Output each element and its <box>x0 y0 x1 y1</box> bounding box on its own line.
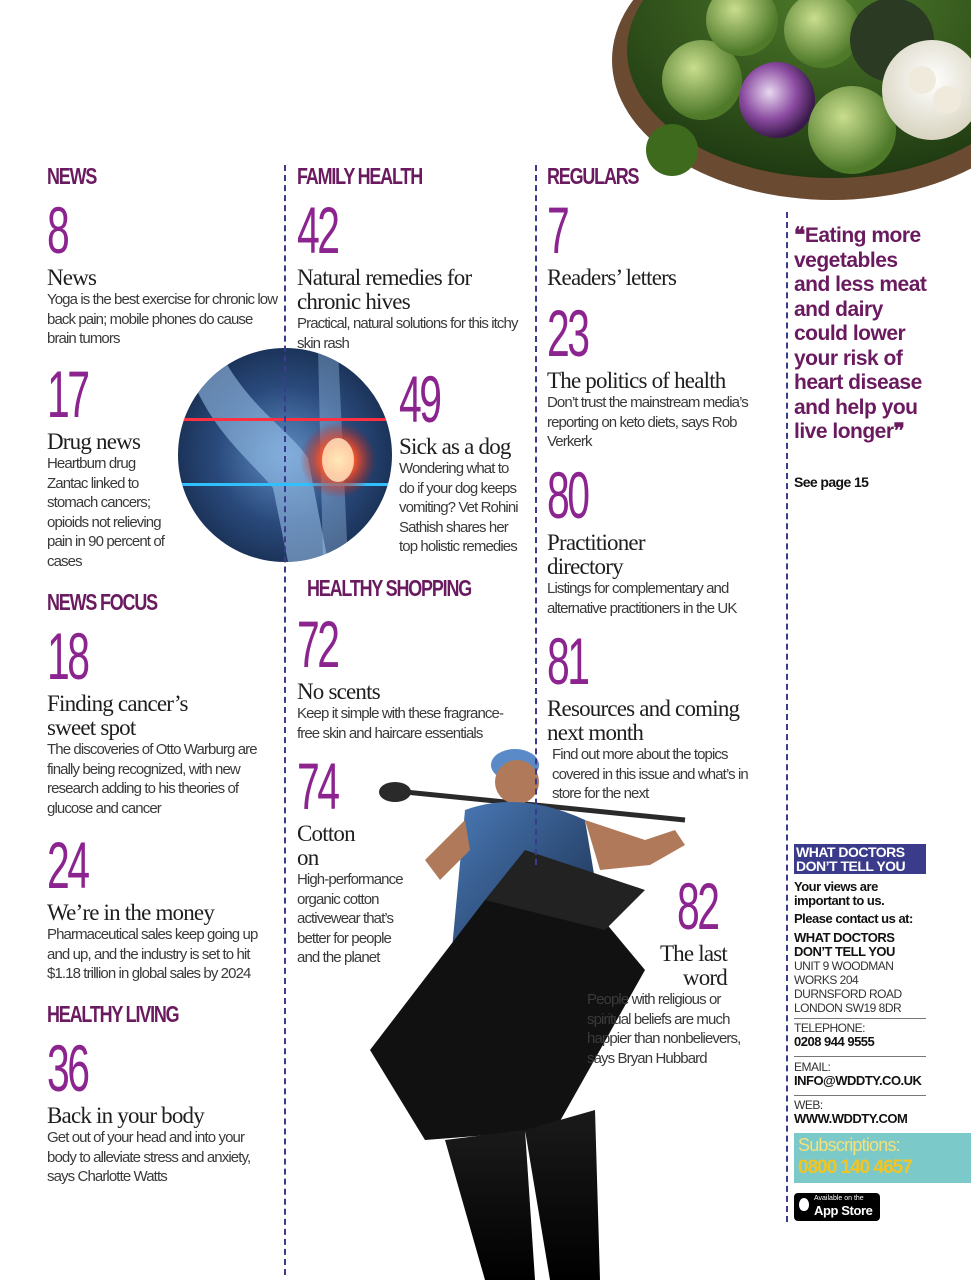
page-number: 7 <box>547 193 568 267</box>
entry-title: Cotton on <box>297 821 355 870</box>
page-number: 8 <box>47 193 68 267</box>
page-number: 18 <box>47 619 88 693</box>
entry-description: Keep it simple with these fragrance-free skin and haircare essentials <box>297 705 504 742</box>
see-page-link[interactable]: See page 15 <box>794 474 869 490</box>
page-number: 82 <box>677 869 718 943</box>
pull-quote: ❝Eating more vegetables and less meat and dairy could lower your risk of heart disease and help you live longer❞ <box>794 224 927 443</box>
web-link[interactable]: WWW.WDDTY.COM <box>794 1111 908 1126</box>
toc-entry-back-in-your-body[interactable] <box>47 1031 272 1187</box>
entry-title: News <box>47 265 97 290</box>
entry-description: Get out of your head and into your body to alleviate stress and anxiety, says Charlotte Watts <box>47 1129 251 1185</box>
toc-entry-in-the-money[interactable] <box>47 828 272 984</box>
entry-description: Don’t trust the mainstream media’s reporting on keto diets, says Rob Verkerk <box>547 394 748 450</box>
toc-entry-no-scents[interactable] <box>297 607 517 743</box>
page-number: 49 <box>399 362 440 436</box>
entry-title: We’re in the money <box>47 900 215 925</box>
entry-description: Pharmaceutical sales keep going up and up, and the industry is set to hit $1.18 trillion in global sales by 2024 <box>47 926 258 982</box>
divider <box>794 1056 926 1057</box>
page-number: 17 <box>47 357 88 431</box>
web-label: WEB: <box>794 1098 823 1112</box>
entry-title: Practitioner directory <box>547 530 645 579</box>
entry-title: The politics of health <box>547 368 726 393</box>
entry-title: Finding cancer’s sweet spot <box>47 691 188 740</box>
views-text: Your views are important to us. <box>794 879 885 908</box>
page-number: 74 <box>297 749 338 823</box>
email-label: EMAIL: <box>794 1060 831 1074</box>
entry-description: Heartburn drug Zantac linked to stomach cancers; opioids not relieving pain in 90 percent of cases <box>47 455 165 570</box>
toc-entry-politics-of-health[interactable] <box>547 296 772 452</box>
section-heading-news-focus: NEWS FOCUS <box>47 589 157 615</box>
open-quote-icon: ❝ <box>794 224 805 247</box>
entry-title: Sick as a dog <box>399 434 511 459</box>
entry-description: The discoveries of Otto Warburg are finally being recognized, with new research adding to his theories of glucose and cancer <box>47 741 257 817</box>
column-divider-1 <box>284 165 286 1275</box>
section-heading-family-health: FAMILY HEALTH <box>297 163 423 189</box>
postal-address: UNIT 9 WOODMAN WORKS 204 DURNSFORD ROAD LONDON SW19 8DR <box>794 959 902 1015</box>
page-number: 42 <box>297 193 338 267</box>
entry-description: Wondering what to do if your dog keeps vomiting? Vet Rohini Sathish shares her top holistic remedies <box>399 460 518 555</box>
column-divider-3 <box>786 212 788 1222</box>
app-store-big-text: App Store <box>814 1203 873 1218</box>
toc-entry-news[interactable] <box>47 193 279 349</box>
entry-title: Drug news <box>47 429 141 454</box>
app-store-small-text: Available on the <box>814 1195 864 1202</box>
entry-title: Natural remedies for chronic hives <box>297 265 472 314</box>
wddty-logo: WHAT DOCTORS DON’T TELL YOU <box>794 844 926 874</box>
entry-description: Listings for complementary and alternative practitioners in the UK <box>547 580 737 617</box>
entry-title: Resources and coming next month <box>547 696 740 745</box>
toc-entry-cotton-on[interactable] <box>297 749 415 968</box>
subscriptions-label: Subscriptions: <box>798 1135 900 1155</box>
toc-entry-drug-news[interactable] <box>47 357 177 571</box>
telephone-number[interactable]: 0208 944 9555 <box>794 1034 875 1049</box>
column-divider-2 <box>535 165 537 865</box>
page-number: 80 <box>547 458 588 532</box>
entry-title: Readers’ letters <box>547 265 677 290</box>
section-heading-healthy-living: HEALTHY LIVING <box>47 1001 179 1027</box>
entry-description: Yoga is the best exercise for chronic low back pain; mobile phones do cause brain tumors <box>47 291 278 347</box>
app-store-badge[interactable] <box>794 1193 880 1221</box>
entry-description: People with religious or spiritual beliefs are much happier than nonbelievers, says Bryan Hubbard <box>587 991 741 1067</box>
section-heading-news: NEWS <box>47 163 97 189</box>
entry-title: No scents <box>297 679 380 704</box>
toc-entry-readers-letters[interactable] <box>547 193 777 290</box>
apple-icon <box>799 1198 809 1211</box>
toc-entry-resources[interactable] <box>547 624 772 804</box>
close-quote-icon: ❞ <box>893 420 905 443</box>
entry-description: Practical, natural solutions for this itchy skin rash <box>297 315 518 352</box>
entry-title: The last word <box>659 941 727 990</box>
divider <box>794 1095 926 1096</box>
toc-entry-chronic-hives[interactable] <box>297 193 529 353</box>
subscriptions-number: 0800 140 4657 <box>798 1157 912 1178</box>
vegetables-photo <box>612 0 971 208</box>
page-number: 81 <box>547 624 588 698</box>
section-heading-healthy-shopping: HEALTHY SHOPPING <box>307 575 472 601</box>
contact-prompt: Please contact us at: <box>794 911 913 926</box>
telephone-label: TELEPHONE: <box>794 1021 866 1035</box>
toc-entry-finding-cancer[interactable] <box>47 619 272 818</box>
divider <box>794 1018 926 1019</box>
toc-entry-last-word[interactable] <box>587 869 757 1068</box>
subscriptions-box[interactable] <box>794 1133 971 1183</box>
entry-description: Find out more about the topics covered in this issue and what’s in store for the next <box>552 746 748 802</box>
page-number: 24 <box>47 828 88 902</box>
section-heading-regulars: REGULARS <box>547 163 639 189</box>
entry-title: Back in your body <box>47 1103 204 1128</box>
email-link[interactable]: INFO@WDDTY.CO.UK <box>794 1073 922 1088</box>
entry-description: High-performance organic cotton activewear that’s better for people and the planet <box>297 871 403 966</box>
address-name: WHAT DOCTORS DON’T TELL YOU <box>794 930 895 959</box>
toc-entry-practitioner-directory[interactable] <box>547 458 772 618</box>
page-number: 23 <box>547 296 588 370</box>
page-number: 36 <box>47 1031 88 1105</box>
toc-entry-sick-as-a-dog[interactable] <box>399 362 525 557</box>
page-number: 72 <box>297 607 338 681</box>
